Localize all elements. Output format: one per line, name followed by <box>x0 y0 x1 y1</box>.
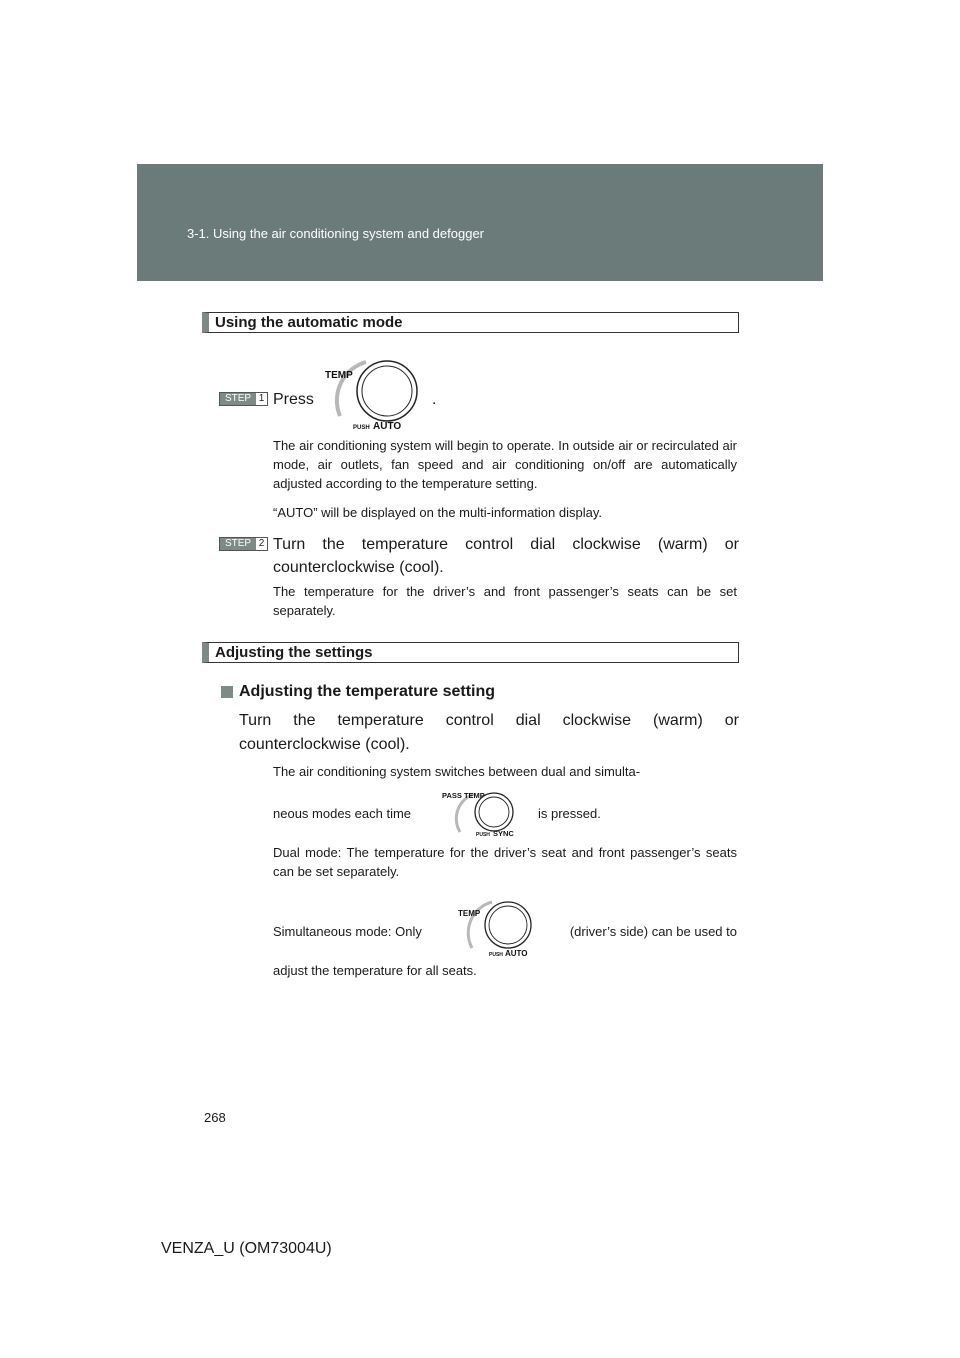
step-1-text: Press <box>273 391 314 408</box>
note-line-2-start: neous modes each time <box>273 806 412 821</box>
step-1-note: The air conditioning system will begin to operate. In outside air or recirculated air mode, air outlets, fan speed and air conditioning on/off are automatically adjusted according to the temperature setting. <box>273 438 737 491</box>
step-label: STEP <box>220 393 256 405</box>
dial-top-label: TEMP <box>458 909 481 918</box>
simultaneous-note-start: Simultaneous mode: Only <box>273 924 422 939</box>
dial-push-label: PUSH <box>476 832 490 838</box>
dial-top-label: TEMP <box>325 370 353 381</box>
step-1-text-end: . <box>432 391 437 408</box>
dual-mode-note: Dual mode: The temperature for the driver’s seat and front passenger’s seats can be set separately. <box>273 845 737 879</box>
step-number: 1 <box>258 393 265 404</box>
section-title: Adjusting the settings <box>215 644 373 661</box>
note-line-2-end: is pressed. <box>538 806 601 821</box>
step-2-text: Turn the temperature control dial clockwise (warm) or counterclockwise (cool). <box>273 536 739 576</box>
note-line-1: The air conditioning system switches between dual and simulta- <box>273 764 641 779</box>
step-1-badge <box>219 392 268 406</box>
simultaneous-note-end: (driver’s side) can be used to <box>569 924 737 939</box>
page-number: 268 <box>204 1110 226 1125</box>
step-number: 2 <box>258 538 265 549</box>
simultaneous-note-line-2: adjust the temperature for all seats. <box>273 963 477 978</box>
dial-bottom-label: AUTO <box>373 421 402 432</box>
dial-push-label: PUSH <box>489 952 503 958</box>
step-label: STEP <box>220 538 256 550</box>
sub-heading: Adjusting the temperature setting <box>239 683 496 700</box>
section-path: 3-1. Using the air conditioning system and defogger <box>187 226 485 241</box>
dial-bottom-label: AUTO <box>505 949 528 958</box>
dial-push-label: PUSH <box>353 425 370 431</box>
dial-bottom-label: SYNC <box>493 829 514 838</box>
section-title-bar <box>202 642 739 663</box>
step-1-note-2: “AUTO” will be displayed on the multi-information display. <box>273 505 602 520</box>
footer-model-code: VENZA_U (OM73004U) <box>161 1240 332 1257</box>
dial-top-label: PASS TEMP <box>442 791 485 800</box>
section-title-bar <box>202 312 739 333</box>
pass-temp-sync-dial-icon <box>440 788 522 838</box>
square-bullet-icon <box>221 686 233 698</box>
step-2-note: The temperature for the driver’s and front passenger’s seats can be set separately. <box>273 584 737 618</box>
step-2-badge <box>219 537 268 551</box>
section-title: Using the automatic mode <box>215 314 403 331</box>
temp-auto-dial-icon <box>456 896 536 958</box>
temp-auto-dial-icon <box>320 354 420 432</box>
header-band <box>137 164 823 281</box>
body-text: Turn the temperature control dial clockwise (warm) or counterclockwise (cool). <box>239 712 739 753</box>
